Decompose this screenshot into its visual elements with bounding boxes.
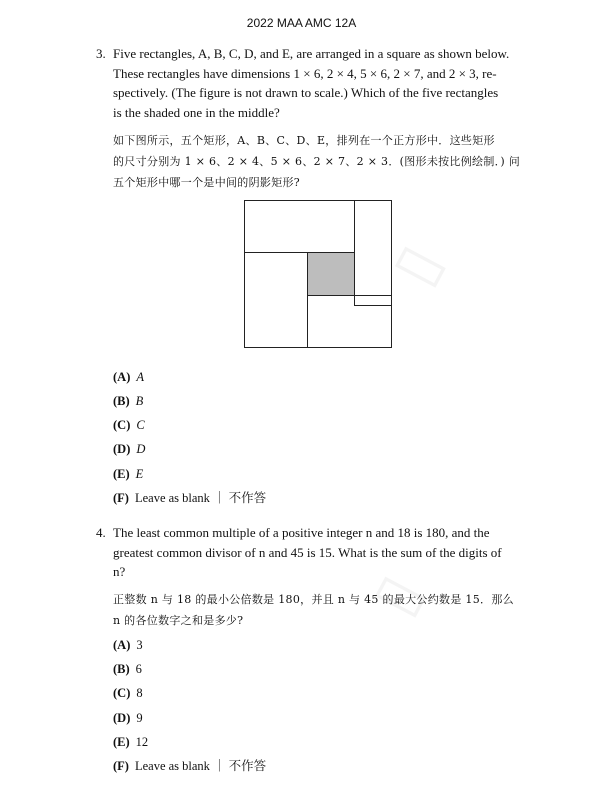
q4-option-a[interactable]: [113, 637, 143, 653]
q4-cn-line: n 的各位数字之和是多少?: [113, 614, 244, 627]
rect-right: [354, 200, 392, 306]
question-3-number: 3.: [96, 46, 106, 61]
option-label: (A): [113, 638, 131, 652]
question-3-chinese: [113, 130, 521, 193]
option-label: (B): [113, 394, 130, 408]
q3-cn-line: 的尺寸分别为 1 × 6、2 × 4、5 × 6、2 × 7、2 × 3．(图形未按比例绘制．) 问: [113, 155, 521, 168]
watermark: ▯: [357, 563, 436, 627]
option-label: (D): [113, 442, 131, 456]
q3-cn-line: 五个矩形中哪一个是中间的阴影矩形?: [113, 176, 300, 189]
q3-line: Five rectangles, A, B, C, D, and E, are arranged in a square as shown below.: [113, 46, 510, 61]
option-text: Leave as blank ｜ 不作答: [134, 491, 267, 505]
q4-option-d[interactable]: [113, 710, 143, 726]
q3-option-f[interactable]: [113, 490, 266, 506]
option-label: (C): [113, 686, 131, 700]
q4-option-b[interactable]: [113, 661, 142, 677]
option-text: 6: [135, 662, 142, 676]
option-label: (D): [113, 711, 131, 725]
q3-option-a[interactable]: [113, 369, 144, 385]
shaded-rect: [307, 252, 355, 296]
option-label: (E): [113, 467, 130, 481]
option-text: 12: [135, 735, 149, 749]
option-text: A: [136, 370, 144, 384]
option-text: 3: [136, 638, 143, 652]
q3-cn-line: 如下图所示，五个矩形，A、B、C、D、E，排列在一个正方形中．这些矩形: [113, 134, 495, 147]
option-label: (F): [113, 759, 129, 773]
rect-bottom: [307, 295, 392, 348]
option-label: (C): [113, 418, 131, 432]
q4-option-f[interactable]: [113, 758, 266, 774]
question-4-text: [113, 523, 521, 582]
option-text: C: [136, 418, 145, 432]
question-4-chinese: [113, 589, 521, 631]
option-text: D: [136, 442, 146, 456]
q4-line: n?: [113, 564, 126, 579]
rectangles-figure: [244, 200, 392, 348]
q3-line: spectively. (The figure is not drawn to scale.) Which of the five rectangles: [113, 85, 499, 100]
option-label: (A): [113, 370, 131, 384]
q3-line: is the shaded one in the middle?: [113, 104, 280, 120]
q3-line: These rectangles have dimensions 1 × 6, 2 × 4, 5 × 6, 2 × 7, and 2 × 3, re-: [113, 65, 497, 81]
q3-option-b[interactable]: [113, 393, 143, 409]
q4-option-c[interactable]: [113, 685, 143, 701]
q3-option-c[interactable]: [113, 417, 145, 433]
option-text: 9: [136, 711, 143, 725]
q4-cn-line: 正整数 n 与 18 的最小公倍数是 180，并且 n 与 45 的最大公约数是 15．那么: [113, 593, 514, 606]
q4-line: The least common multiple of a positive integer n and 18 is 180, and the: [113, 525, 490, 540]
question-4-number: 4.: [96, 525, 106, 540]
q3-option-d[interactable]: [113, 441, 145, 457]
q4-line: greatest common divisor of n and 45 is 15. What is the sum of the digits of: [113, 544, 502, 560]
question-3-text: [113, 44, 521, 122]
rect-left: [244, 252, 308, 348]
rect-top: [244, 200, 355, 253]
option-text: E: [135, 467, 144, 481]
watermark: ▯: [377, 233, 456, 297]
option-label: (F): [113, 491, 129, 505]
q4-option-e[interactable]: [113, 734, 148, 750]
option-text: 8: [136, 686, 143, 700]
option-text: B: [135, 394, 144, 408]
option-text: Leave as blank ｜ 不作答: [134, 759, 267, 773]
q3-option-e[interactable]: [113, 466, 143, 482]
option-label: (E): [113, 735, 130, 749]
option-label: (B): [113, 662, 130, 676]
page-header: 2022 MAA AMC 12A: [246, 16, 357, 30]
